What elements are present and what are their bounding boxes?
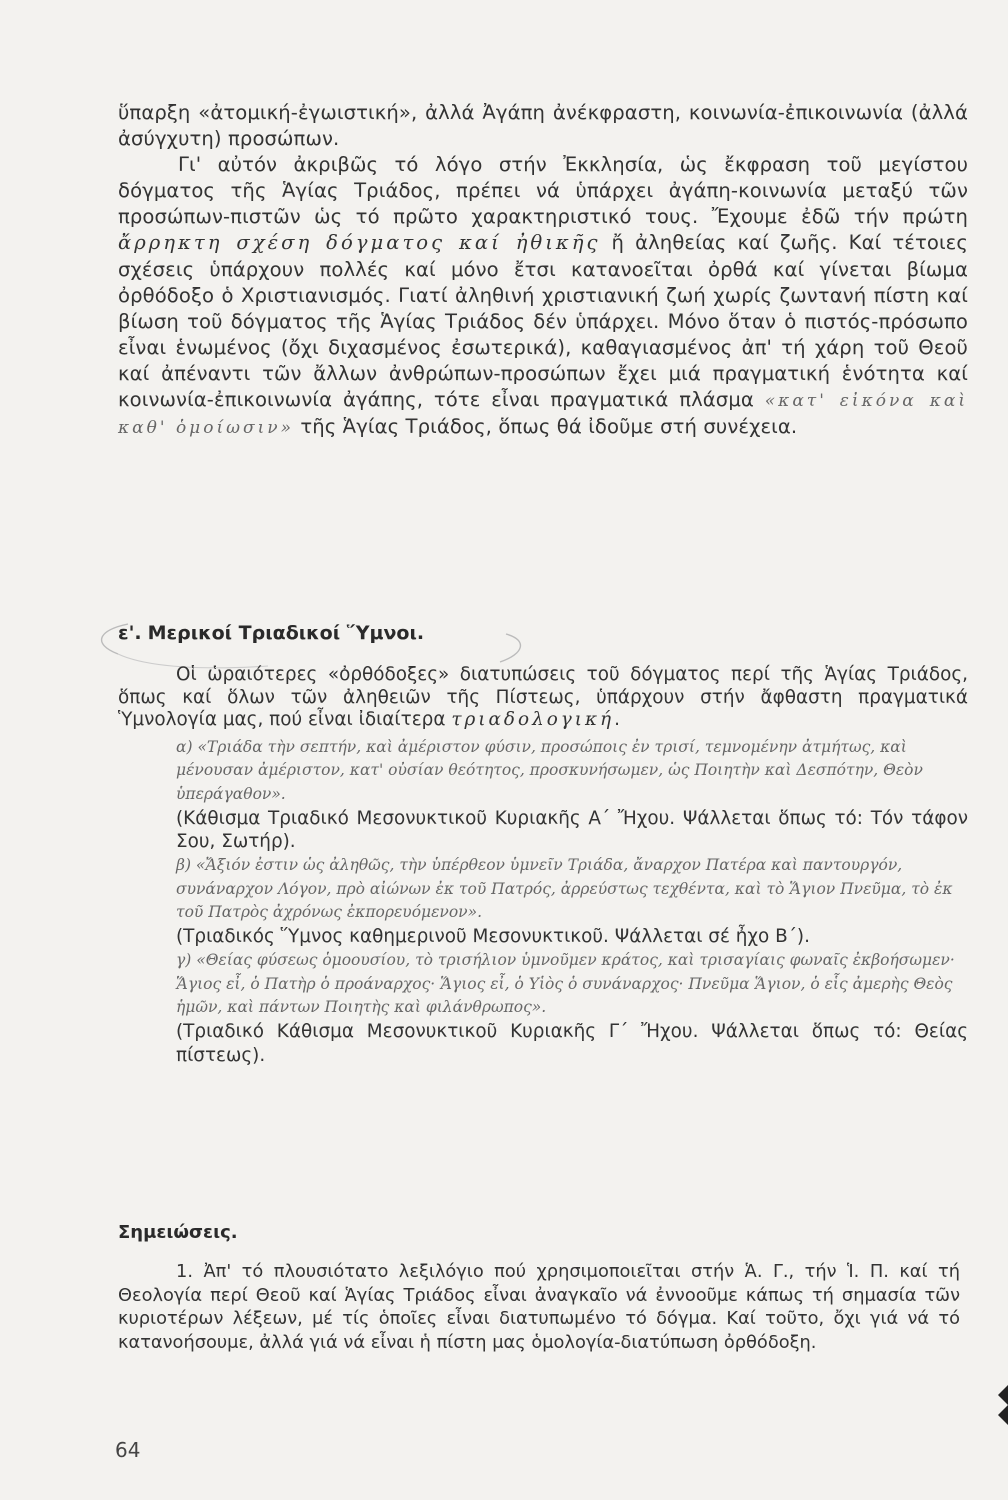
emphasis-triadological: τριαδολογική — [451, 709, 615, 730]
hymn-note: (Τριαδικό Κάθισμα Μεσονυκτικοῦ Κυριακῆς Γ΄ Ἤχου. Ψάλλεται ὅπως τό: Θείας πίστεως). — [176, 1021, 968, 1066]
note-item: 1. Ἀπ' τό πλουσιότατο λεξιλόγιο πού χρησιμοποιεῖται στήν Ἁ. Γ., τήν Ἱ. Π. καί τή Θεολογία περί Θεοῦ καί Ἁγίας Τριάδος εἶναι ἀναγκαῖο νά ἐννοοῦμε κάπως τή σημασία τῶν κυριοτέρων λέξεων, μέ τίς ὁποῖες εἶναι διατυπωμένο τό δόγμα. Καί τοῦτο, ὄχι γιά νά τό κατανοήσουμε, ἀλλά γιά νά εἶναι ἡ πίστη μας ὁμολογία-διατύπωση ὀρθόδοξη. — [118, 1261, 960, 1353]
section-body — [118, 664, 968, 1067]
section-intro — [118, 664, 968, 732]
quote-image-likeness: «κατ' εἰκόνα καὶ καθ' ὁμοίωσιν» — [118, 391, 968, 439]
section-heading — [118, 622, 424, 644]
page-number: 64 — [115, 1438, 141, 1462]
hymn-text: α) «Τριάδα τὴν σεπτήν, καὶ ἀμέριστον φύσιν, προσώποις ἐν τρισί, τεμνομένην ἀτμήτως, καὶ μένουσαν ἀμέριστον, κατ' οὐσίαν θεότητος, προσκυνήσωμεν, ὡς Ποιητὴν καὶ Δεσπότην, Θεὸν ὑπεράγαθον». — [176, 737, 923, 804]
main-text — [118, 100, 968, 441]
paragraph-2-start: Γι' αὐτόν ἀκριβῶς τό λόγο στήν Ἐκκλησία, ὡς ἔκφραση τοῦ μεγίστου δόγματος τῆς Ἁγίας Τριάδος, πρέπει νά ὑπάρχει ἀγάπη-κοινωνία μεταξύ τῶν προσώπων-πιστῶν ὡς τό πρῶτο χαρακτηριστικό τους. Ἔχουμε ἐδῶ τήν πρώτη — [118, 153, 968, 229]
paragraph-2-end: τῆς Ἁγίας Τριάδος, ὅπως θά ἰδοῦμε στή συνέχεια. — [300, 415, 798, 439]
hymn-note: (Κάθισμα Τριαδικό Μεσονυκτικοῦ Κυριακῆς Α΄ Ἤχου. Ψάλλεται ὅπως τό: Τόν τάφον Σου, Σωτήρ). — [176, 807, 968, 853]
section-title: Μερικοί Τριαδικοί Ὕμνοι. — [147, 622, 425, 644]
hymn-text: γ) «Θείας φύσεως ὁμοουσίου, τὸ τρισήλιον ὑμνοῦμεν κράτος, καὶ τρισαγίαις φωναῖς ἐκβοήσωμεν· Ἅγιος εἶ, ὁ Πατὴρ ὁ προάναρχος· Ἅγιος εἶ, ὁ Υἱὸς ὁ συνάναρχος· Πνεῦμα Ἅγιον, ὁ εἷς ἀμερὴς Θεὸς ἡμῶν, καὶ πάντων Ποιητὴς καὶ φιλάνθρωπος». — [176, 950, 955, 1017]
page-edge-mark-icon — [994, 1385, 1008, 1425]
hymn-text: β) «Ἄξιόν ἐστιν ὡς ἀληθῶς, τὴν ὑπέρθεον ὑμνεῖν Τριάδα, ἄναρχον Πατέρα καὶ παντουργόν, συνάναρχον Λόγον, πρὸ αἰώνων ἐκ τοῦ Πατρός, ἀρρεύστως τεχθέντα, καὶ τὸ Ἅγιον Πνεῦμα, τὸ ἐκ τοῦ Πατρὸς ἀχρόνως ἐκπορευόμενον». — [176, 855, 953, 922]
notes-body — [118, 1260, 960, 1354]
section-intro-end: . — [614, 709, 620, 730]
paragraph-2-middle: ἤ ἀληθείας καί ζωῆς. Καί τέτοιες σχέσεις ὑπάρχουν πολλές καί μόνο ἔτσι κατανοεῖται ὀρθά καί γίνεται βίωμα ὀρθόδοξο ὁ Χριστιανισμός. Γιατί ἀληθινή χριστιανική ζωή χωρίς ζωντανή πίστη καί βίωση τοῦ δόγματος τῆς Ἁγίας Τριάδος δέν ὑπάρχει. Μόνο ὅταν ὁ πιστός-πρόσωπο εἶναι ἑνωμένος (ὄχι διχασμένος ἐσωτερικά), καθαγιασμένος ἀπ' τή χάρη τοῦ Θεοῦ καί ἀπέναντι τῶν ἄλλων ἀνθρώπων-προσώπων ἔχει μιά πραγματική ἑνότητα καί κοινωνία-ἐπικοινωνία ἀγάπης, τότε εἶναι πραγματικά πλάσμα — [118, 231, 968, 412]
notes-heading: Σημειώσεις. — [118, 1222, 238, 1243]
emphasis-dogma-ethics: ἄρρηκτη σχέση δόγματος καί ἠθικῆς — [118, 231, 601, 255]
paragraph-1: ὕπαρξη «ἀτομική-ἐγωιστική», ἀλλά Ἀγάπη ἀνέκφραστη, κοινωνία-ἐπικοινωνία (ἀλλά ἀσύγχυτη) προσώπων. — [118, 101, 968, 151]
paragraph-2 — [118, 152, 968, 441]
hymn-note: (Τριαδικός Ὕμνος καθημερινοῦ Μεσονυκτικοῦ. Ψάλλεται σέ ἦχο Β΄). — [176, 926, 810, 948]
hymn-list — [176, 736, 968, 1068]
section-intro-text: Οἱ ὡραιότερες «ὀρθόδοξες» διατυπώσεις τοῦ δόγματος περί τῆς Ἁγίας Τριάδος, ὅπως καί ὅλων τῶν ἀληθειῶν τῆς Πίστεως, ὑπάρχουν στήν ἄφθαστη πραγματικά Ὑμνολογία μας, πού εἶναι ἰδιαίτερα — [118, 664, 968, 730]
section-marker: ε'. — [118, 622, 142, 644]
